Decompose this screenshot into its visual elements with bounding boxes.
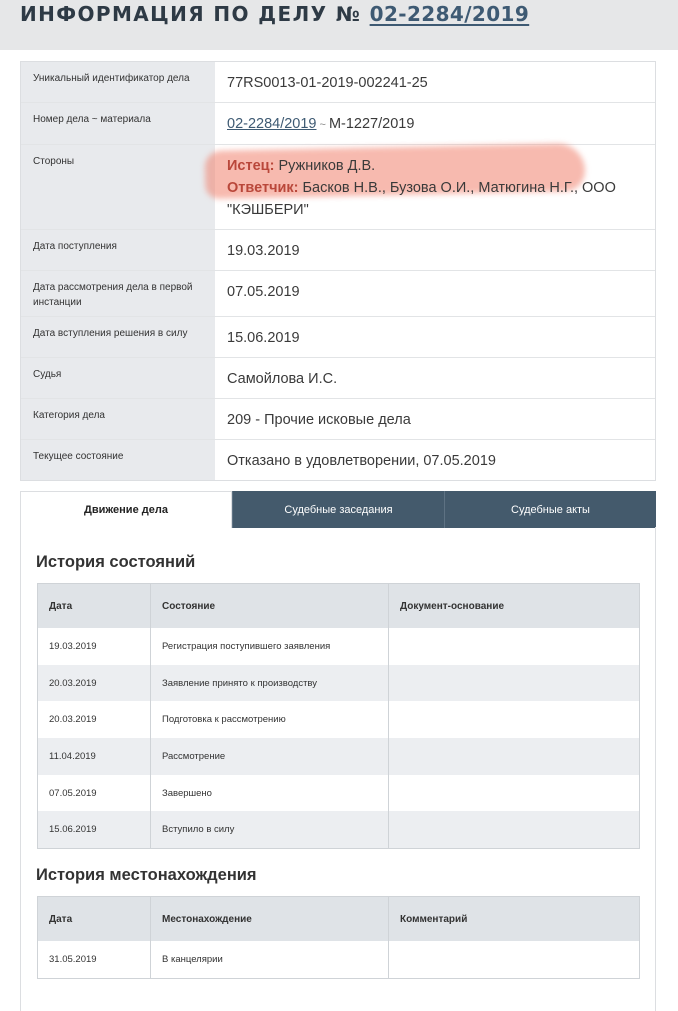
location-history-title: История местонахождения <box>36 866 257 884</box>
row-location: В канцелярии <box>151 941 389 978</box>
table-header <box>38 897 639 941</box>
received-value: 19.03.2019 <box>227 243 300 259</box>
case-number-link[interactable]: 02-2284/2019 <box>369 2 530 26</box>
effective-label: Дата вступления решения в силу <box>21 317 215 357</box>
header-location: Местонахождение <box>151 897 389 941</box>
info-row-number <box>21 102 655 144</box>
row-comment <box>389 941 639 978</box>
row-state: Регистрация поступившего заявления <box>151 628 389 665</box>
row-state: Завершено <box>151 775 389 812</box>
plaintiff-name: Ружников Д.В. <box>278 158 376 174</box>
header-state: Состояние <box>151 584 389 628</box>
info-row-status <box>21 439 655 480</box>
defendant-names: Басков Н.В., Бузова О.И., Матюгина Н.Г., ООО "КЭШБЕРИ" <box>227 180 616 218</box>
info-row-parties <box>21 144 655 229</box>
table-row <box>38 628 639 665</box>
uid-value: 77RS0013-01-2019-002241-25 <box>227 75 428 91</box>
case-info-table <box>20 61 656 481</box>
status-label: Текущее состояние <box>21 440 215 480</box>
plaintiff-line <box>227 155 643 177</box>
info-row-uid <box>21 62 655 102</box>
page-header <box>0 0 678 50</box>
location-history-table <box>37 896 640 979</box>
row-date: 15.06.2019 <box>38 811 151 848</box>
header-comment: Комментарий <box>400 913 468 925</box>
row-date: 11.04.2019 <box>38 738 151 775</box>
table-row <box>38 941 639 978</box>
info-row-category <box>21 398 655 439</box>
status-value: Отказано в удовлетворении, 07.05.2019 <box>227 453 496 469</box>
table-row <box>38 701 639 738</box>
row-state: Рассмотрение <box>151 738 389 775</box>
number-label: Номер дела ~ материала <box>21 103 215 144</box>
defendant-line <box>227 177 643 221</box>
material-number: М-1227/2019 <box>328 116 415 132</box>
category-value: 209 - Прочие исковые дела <box>227 412 411 428</box>
row-state: Подготовка к рассмотрению <box>151 701 389 738</box>
row-date: 07.05.2019 <box>38 775 151 812</box>
info-row-effective <box>21 316 655 357</box>
row-document <box>389 628 639 665</box>
row-document <box>389 701 639 738</box>
plaintiff-role: Истец: <box>227 158 275 174</box>
effective-value: 15.06.2019 <box>227 330 300 346</box>
number-value <box>215 103 655 144</box>
hearing-label: Дата рассмотрения дела в первой инстанции <box>21 271 215 316</box>
row-document <box>389 811 639 848</box>
row-document <box>389 738 639 775</box>
table-row <box>38 775 639 812</box>
row-date: 19.03.2019 <box>38 628 151 665</box>
row-state: Вступило в силу <box>151 811 389 848</box>
received-label: Дата поступления <box>21 230 215 270</box>
info-row-judge <box>21 357 655 398</box>
parties-value <box>215 145 655 229</box>
parties-label: Стороны <box>21 145 215 229</box>
judge-label: Судья <box>21 358 215 398</box>
tab-court-hearings[interactable]: Судебные заседания <box>232 491 444 528</box>
header-date: Дата <box>38 897 151 941</box>
row-date: 31.05.2019 <box>38 941 151 978</box>
hearing-value: 07.05.2019 <box>227 284 300 300</box>
case-number-value-link[interactable]: 02-2284/2019 <box>227 116 317 132</box>
row-date: 20.03.2019 <box>38 701 151 738</box>
table-row <box>38 811 639 848</box>
row-document <box>389 775 639 812</box>
row-date: 20.03.2019 <box>38 665 151 702</box>
status-history-title: История состояний <box>36 553 196 571</box>
table-header <box>38 584 639 628</box>
header-document: Документ-основание <box>400 600 505 612</box>
number-separator: ~ <box>319 119 326 131</box>
case-tabs <box>20 491 656 528</box>
row-state: Заявление принято к производству <box>151 665 389 702</box>
uid-label: Уникальный идентификатор дела <box>21 62 215 102</box>
judge-value: Самойлова И.С. <box>227 371 338 387</box>
category-label: Категория дела <box>21 399 215 439</box>
header-date: Дата <box>38 584 151 628</box>
tab-court-acts[interactable]: Судебные акты <box>444 491 656 528</box>
row-document <box>389 665 639 702</box>
table-row <box>38 665 639 702</box>
info-row-received <box>21 229 655 270</box>
tab-case-movement[interactable]: Движение дела <box>20 491 232 528</box>
status-history-table <box>37 583 640 849</box>
defendant-role: Ответчик: <box>227 180 299 196</box>
page-title-prefix: ИНФОРМАЦИЯ ПО ДЕЛУ № <box>20 2 362 26</box>
page-title <box>20 2 529 26</box>
table-row <box>38 738 639 775</box>
info-row-hearing <box>21 270 655 316</box>
